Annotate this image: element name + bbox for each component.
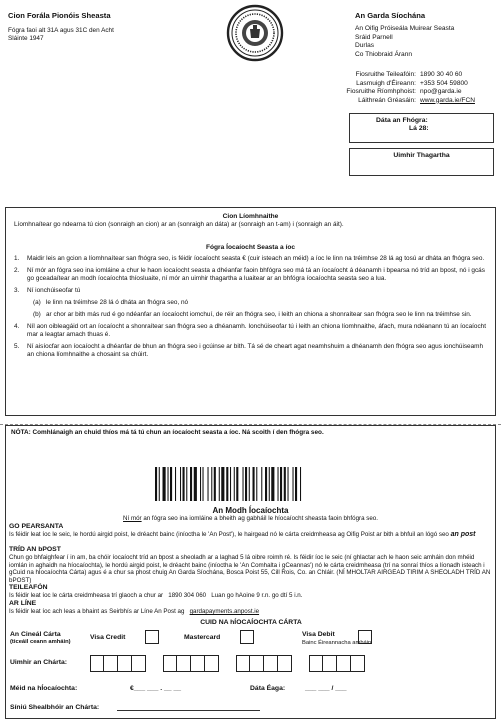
address-line: Sráid Parnell [355,33,393,41]
card-digit-box[interactable] [323,655,337,672]
expiry-date-field[interactable]: ___ ___ / ___ [305,685,347,692]
card-digit-box[interactable] [205,655,219,672]
list-item: 4. Níl aon oibleagáid ort an íocaíocht a shonraítear san fhógra seo a dhéanamh. Ionchúiseofar tú i leith an chiona líomhnaithe, áfach, mura ndéanann tú an íocaíocht mar a leagtar amach thuas é. [14,323,487,339]
payment-method-subtitle: Ní mór an fógra seo ina iomláine a bheith ag gabháil le híocaíocht sheasta faoin bhfógra seo. [123,515,378,522]
card-digit-box[interactable] [191,655,205,672]
phone-title: TEILEAFÓN [9,584,48,591]
email-link[interactable]: npo@garda.ie [420,88,462,96]
contact-value: 1890 30 40 60 [420,71,463,78]
card-digit-box[interactable] [264,655,278,672]
card-digit-box[interactable] [236,655,250,672]
card-digit-box[interactable] [278,655,292,672]
online-title: AR LÍNE [9,600,37,607]
card-digit-box[interactable] [118,655,132,672]
address-line: Co Thiobraid Árann [355,51,413,59]
visa-debit-sublabel: Bainc Éireannacha amháin [302,640,372,646]
card-digit-box[interactable] [104,655,118,672]
card-number-group-2[interactable] [163,655,219,672]
card-number-group-3[interactable] [236,655,292,672]
visa-credit-label: Visa Credit [90,634,126,641]
card-digit-box[interactable] [132,655,146,672]
by-post-text: Chun go bhfaighfear í in am, ba chóir íocaíocht tríd an bpost a sheoladh ar a laghad 5 lá oibre roimh ré. Is féidir íoc le seic (ní ghlactar ach le haon seic amháin don mhéid iomlán in aghaidh na híocaíochta), le hordú airgid poist, le dréacht bainc (iníoctha le 'An Comhalta i gCeannas') nó le cárta creidmheasa (trí na sonraí thíos a líonadh isteach i gCuid na hÍocaíochta Cárta) agus é a chur sa phost chuig An Garda Síochána, Bosca Poist 55, Cill Rois, Co. an Chláir. (NÍ MHOLTAR AIRGEAD TIRIM A SHEOLADH TRÍD AN bPOST) [9,554,491,584]
card-digit-box[interactable] [337,655,351,672]
offence-section [5,207,496,416]
contact-phone [250,71,498,80]
offence-title: Cion Líomhnaithe [222,213,279,220]
signature-field[interactable] [117,703,260,711]
card-payment-title: CUID NA hÍOCAÍOCHTA CÁRTA [200,619,302,626]
list-item: 5. Ní aisíocfar aon íocaíocht a dhéanfar de bhun an fhógra seo i gcúinse ar bith. Tá sé de cheart agat neamhshuim a dhéanamh den fhógra seo agus ionchúiseamh an chiona líomhnaithe a chosaint sa chúirt. [14,343,484,359]
card-digit-box[interactable] [250,655,264,672]
card-digit-box[interactable] [90,655,104,672]
notice-date-label: Dáta an Fhógra: [376,117,428,124]
contact-email [250,88,498,97]
garda-crest-icon [226,4,284,62]
contact-label: Lasmuigh d'Éireann: [356,79,416,87]
sub-item-a: (a) le linn na tréimhse 28 lá ó dháta an fhógra seo, nó [33,299,189,307]
contact-label: Láithreán Gréasáin: [358,96,416,104]
in-person-section [9,523,493,540]
phone-section: TEILEAFÓN Is féidir leat íoc le cárta creidmheasa trí glaoch a chur ar 1890 304 060 Luan go hAoine 9 r.n. go dtí 5 i.n. [9,584,493,600]
by-post-section [9,546,493,585]
barcode-icon [153,467,349,501]
address-line: Durlas [355,42,375,50]
payment-method-title: An Modh Íocaíochta [212,506,289,515]
day-28-label: Lá 28: [409,125,429,133]
contact-website [250,97,498,106]
list-item: 3. Ní ionchúiseofar tú (a) le linn na tréimhse 28 lá ó dháta an fhógra seo, nó (b) ar chor ar bith más rud é go ndéanfar an íocaíocht iomchuí, de réir an fhógra seo, i leith an chiona a shonraítear san fhógra seo le linn na tréimhse sin. [14,287,487,319]
online-section: AR LÍNE Is féidir leat íoc ach leas a bhaint as Seirbhís ar Líne An Post ag gardapayments.anpost.ie [9,600,493,616]
card-digit-box[interactable] [163,655,177,672]
conditions-list [14,255,487,359]
list-item: 1. Maidir leis an gcion a líomhnaítear san fhógra seo, is féidir íocaíocht seasta € (cuir isteach an méid) a íoc le linn na tréimhse 28 lá ag tosú ar dháta an fhógra seo. [14,255,485,263]
card-number-label: Uimhir an Chárta: [10,659,68,666]
reference-number-label: Uimhir Thagartha [393,152,450,159]
card-digit-box[interactable] [351,655,365,672]
mastercard-checkbox[interactable] [240,630,254,644]
fixed-payment-title: Fógra Íocaíocht Seasta a íoc [205,244,296,252]
contact-label: Fiosruithe Ríomhphoist: [346,88,416,96]
notice-legal-basis: Fógra faoi alt 31A agus 31C den Acht Sláinte 1947 [8,27,114,42]
reference-number-box [349,148,494,176]
mastercard-label: Mastercard [184,634,221,641]
an-post-logo-icon: an post [450,531,476,539]
payment-amount-label: Méid na hÍocaíochta: [10,685,78,692]
card-number-group-1[interactable] [90,655,146,672]
card-digit-box[interactable] [309,655,323,672]
signature-label: Síniú Shealbhóir an Chárta: [10,704,100,711]
online-payment-link[interactable]: gardapayments.anpost.ie [189,608,260,616]
card-number-group-4[interactable] [309,655,365,672]
agency-name: An Garda Síochána [355,11,426,20]
payment-note: NÓTA: Comhlánaigh an chuid thíos má tá tú chun an íocaíocht seasta a íoc. Ná scoith í den fhógra seo. [11,429,324,436]
card-type-label: An Cineál Cárta (ticeáil ceann amháin) [10,631,71,646]
notice-title: Cion Forála Pionóis Sheasta [8,11,111,20]
offence-text: Líomhnaítear go ndearna tú cion (sonraigh an cion) ar an (sonraigh an dáta) ar (sonraigh an t-am) i (sonraigh an áit). [14,221,344,229]
expiry-date-label: Dáta Éaga: [250,685,286,692]
website-link[interactable]: www.garda.ie/FCN [420,96,475,104]
visa-credit-checkbox[interactable] [145,630,159,644]
agency-address [355,25,454,60]
contact-value: +353 504 59800 [420,79,468,87]
contact-details [250,71,498,105]
contact-abroad [250,80,498,89]
list-item: 2. Ní mór an fógra seo ina iomláine a chur le haon íocaíocht seasta a dhéanfar faoin bhfógra seo má tá an íocaíocht á déanamh i bpearsa nó tríd an bpost, nó i gcás go gceadaítear an modh íocaíochta thíosluaite, ní mór an uimhir thagartha a luaitear ar an bhfógra íocaíochta seasta seo a lua. [14,267,485,283]
visa-debit-label: Visa Debit [302,631,335,638]
contact-label: Fiosruithe Teileafóin: [355,71,416,78]
by-post-title: TRÍD AN bPOST [9,546,61,553]
address-line: An Oifig Próiseála Muirear Seasta [355,25,455,32]
in-person-title: GO PEARSANTA [9,523,64,530]
card-digit-box[interactable] [177,655,191,672]
payment-phone-number: 1890 304 060 [168,592,207,600]
sub-item-b: (b) ar chor ar bith más rud é go ndéanfar an íocaíocht iomchuí, de réir an fhógra seo, i leith an chiona a shonraítear san fhógra seo le linn na tréimhse sin. [33,311,472,319]
in-person-text: Is féidir leat íoc le seic, le hordú airgid poist, le dréacht bainc (iníoctha le 'An Post'), le hairgead nó le cárta creidmheasa ag Oifig Poist ar bith a bhfuil an lógó seo [9,531,449,539]
visa-debit-checkbox[interactable] [358,630,372,644]
payment-amount-field[interactable]: €___ ___ . __ __ [130,685,182,692]
notice-date-box [349,113,494,143]
